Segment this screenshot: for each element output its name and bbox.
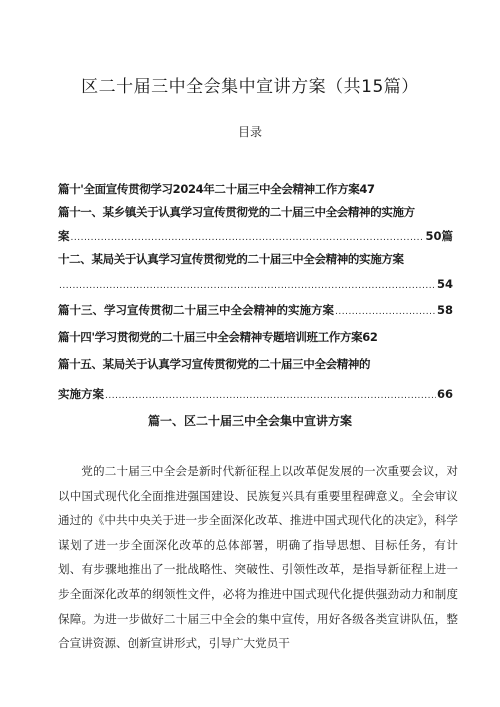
- toc-leader-dots: [71, 230, 425, 246]
- toc-item-13: [58, 302, 453, 320]
- toc-item-12-line1: 十二、某局关于认真学习宣传贯彻党的二十届三中全会精神的实施方案: [58, 252, 404, 266]
- document-title: 区二十届三中全会集中宣讲方案（共15篇）: [81, 77, 419, 97]
- toc-leader-dots: [105, 388, 436, 404]
- toc-leader-dots: [335, 304, 436, 320]
- toc-leader-dots: [59, 278, 436, 294]
- toc-item-14: 篇十四'学习贯彻党的二十届三中全会精神专题培训班工作方案62: [58, 330, 378, 344]
- section-title: 篇一、区二十届三中全会集中宣讲方案: [147, 414, 352, 428]
- toc-item-15-line2: [58, 386, 453, 404]
- toc-item-11-line2: [58, 228, 453, 246]
- toc-item-13-text: 篇十三、学习宣传贯彻二十届三中全会精神的实施方案: [58, 303, 334, 317]
- toc-item-15-page: 66: [436, 387, 453, 401]
- body-paragraph: 党的二十届三中全会是新时代新征程上以改革促发展的一次重要会议，对以中国式现代化全面推进强国建设、民族复兴具有重要里程碑意义。全会审议通过的《中共中央关于进一步全面深化改革、推进中国式现代化的决定》，科学谋划了进一步全面深化改革的总体部署，明确了指导思想、目标任务，有计划、有步骤地推出了一批战略性、突破性、引领性改革，是指导新征程上进一步全面深化改革的纲领性文件，必将为推进中国式现代化提供强劲动力和制度保障。为进一步做好二十届三中全会的集中宣传，用好各级各类宣讲队伍，整合宣讲资源、创新宣讲形式，引导广大党员干: [58, 464, 458, 651]
- toc-item-11-text: 案: [58, 229, 70, 243]
- toc-item-15-line1: 篇十五、某局关于认真学习宣传贯彻党的二十届三中全会精神的: [58, 357, 371, 371]
- toc-heading: 目录: [237, 125, 262, 139]
- toc-item-11-page: 50篇: [425, 229, 453, 243]
- toc-item-13-page: 58: [436, 303, 453, 317]
- toc-item-11-line1: 篇十一、某乡镇关于认真学习宣传贯彻党的二十届三中全会精神的实施方: [58, 205, 415, 219]
- toc-item-12-page: 54: [436, 277, 453, 291]
- toc-item-12-line2: [58, 276, 453, 294]
- toc-item-10: 篇十'全面宣传贯彻学习2024年二十届三中全会精神工作方案47: [58, 182, 375, 196]
- toc-item-15-text: 实施方案: [58, 387, 104, 401]
